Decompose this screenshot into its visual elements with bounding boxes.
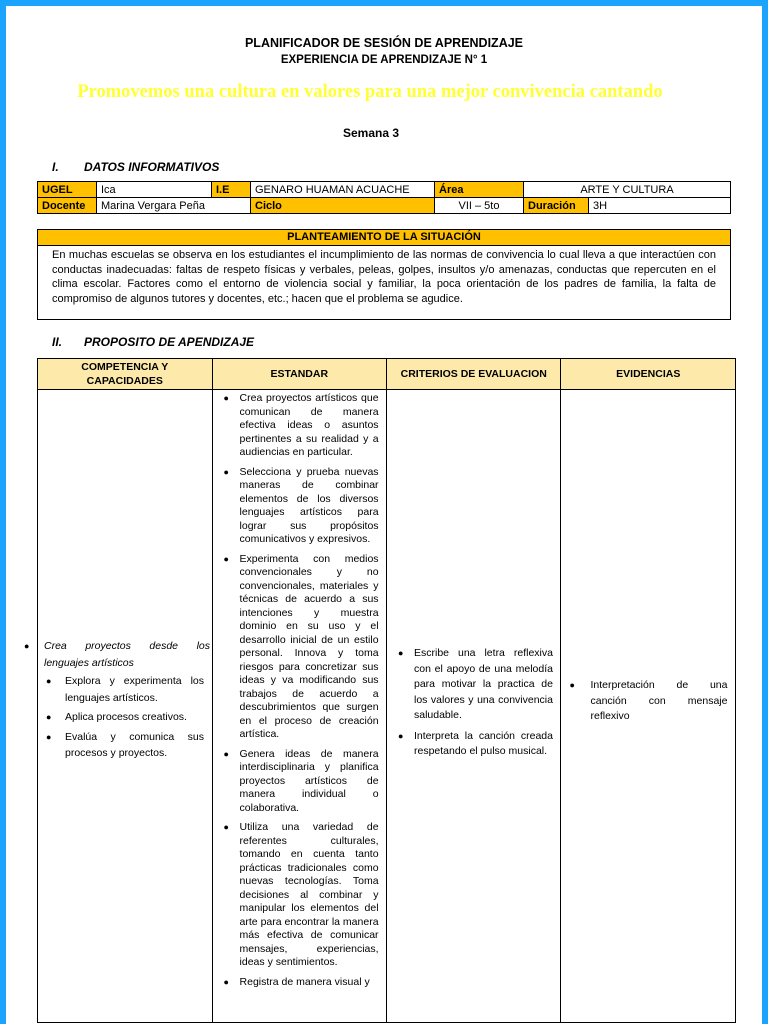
capacidad-text: Aplica procesos creativos. — [65, 711, 187, 723]
list-item — [223, 975, 379, 990]
criterio-text: Escribe una letra reflexiva con el apoyo de una melodía para motivar la practica de los valores y una convivencia saludable. — [413, 647, 553, 721]
list-item — [46, 709, 204, 726]
ugel-label: UGEL — [38, 182, 97, 198]
list-item — [397, 646, 553, 724]
duracion-value: 3H — [589, 198, 731, 214]
bullet-icon: ● — [397, 648, 404, 658]
section-title: DATOS INFORMATIVOS — [84, 160, 220, 174]
table-row — [38, 198, 731, 214]
ciclo-label: Ciclo — [251, 198, 435, 214]
ugel-value: Ica — [97, 182, 212, 198]
section-number: I. — [52, 160, 59, 174]
bullet-icon: ● — [223, 976, 229, 987]
bullet-icon: ● — [397, 730, 404, 741]
estandar-cell — [212, 390, 386, 1023]
evidencias-cell — [561, 390, 736, 1023]
capacidad-text: Explora y experimenta los lenguajes artísticos. — [65, 675, 204, 704]
list-item — [223, 392, 379, 460]
purpose-table — [24, 358, 736, 1023]
document-title: PLANIFICADOR DE SESIÓN DE APRENDIZAJE — [244, 36, 524, 50]
list-item — [46, 673, 204, 706]
ie-label: I.E — [212, 182, 251, 198]
bullet-icon: ● — [569, 680, 575, 690]
bullet-icon: ● — [46, 731, 52, 742]
duracion-label: Duración — [524, 198, 589, 214]
estandar-text: Genera ideas de manera interdisciplinaria y planifica proyectos artísticos de manera individual o colaborativa. — [239, 747, 379, 814]
list-item — [223, 552, 379, 742]
situation-box — [37, 229, 731, 320]
table-row — [38, 182, 731, 198]
area-label: Área — [435, 182, 524, 198]
list-item — [569, 678, 728, 725]
column-header-estandar: ESTANDAR — [212, 359, 386, 390]
informative-data-table — [37, 181, 731, 214]
column-header-competencia: COMPETENCIA Y CAPACIDADES — [38, 359, 213, 390]
estandar-text: Crea proyectos artísticos que comunican de manera efectiva ideas o asuntos pertinentes a su realidad y a audiencias en particular. — [239, 392, 379, 458]
bullet-icon: ● — [223, 393, 229, 403]
column-header-criterios: CRITERIOS DE EVALUACION — [386, 359, 561, 390]
competencia-text: Crea proyectos desde los lenguajes artísticos — [44, 640, 210, 669]
competencia-cell — [24, 390, 213, 1023]
bullet-icon: ● — [223, 466, 229, 477]
docente-label: Docente — [38, 198, 97, 214]
session-slogan: Promovemos una cultura en valores para una mejor convivencia cantando — [77, 82, 663, 102]
estandar-text: Selecciona y prueba nuevas maneras de combinar elementos de los diversos lenguajes artísticos para lograr sus propósitos comunicativos y expresivos. — [239, 465, 379, 545]
bullet-icon: ● — [223, 553, 229, 564]
competencia-item — [24, 638, 210, 671]
section-heading-purpose — [52, 335, 254, 349]
list-item — [46, 729, 204, 762]
criterios-cell — [386, 390, 561, 1023]
docente-value: Marina Vergara Peña — [97, 198, 251, 214]
section-title: PROPOSITO DE APENDIZAJE — [84, 335, 255, 349]
table-row — [38, 390, 736, 1023]
bullet-icon: ● — [46, 712, 52, 722]
estandar-text: Experimenta con medios convencionales y no convencionales, materiales y técnicas de acuerdo a sus intenciones y muestra dominio en su uso y el desarrollo inicial de un estilo personal. Innova y toma riesgos para concretizar sus ideas y va modificando sus trabajos de acuerdo a descubrimientos que surgen en el proceso de creación artística. — [239, 552, 379, 740]
week-label: Semana 3 — [342, 126, 400, 140]
list-item — [397, 729, 553, 760]
area-value: ARTE Y CULTURA — [524, 182, 731, 198]
capacidad-text: Evalúa y comunica sus procesos y proyectos. — [65, 730, 204, 759]
document-subtitle: EXPERIENCIA DE APRENDIZAJE N° 1 — [280, 54, 488, 66]
list-item — [223, 821, 379, 970]
bullet-icon: ● — [24, 641, 30, 651]
section-number: II. — [52, 335, 63, 349]
estandar-text: Utiliza una variedad de referentes culturales, tomando en cuenta tanto prácticas tradicionales como nuevas tecnologías. Toma decisiones al combinar y manipular los elementos del arte para encontrar la manera más efectiva de comunicar mensajes, experiencias, ideas y sentimientos. — [239, 821, 379, 968]
estandar-text: Registra de manera visual y — [239, 975, 370, 988]
evidencia-text: Interpretación de una canción con mensaje reflexivo — [590, 679, 728, 722]
bullet-icon: ● — [223, 822, 229, 832]
criterio-text: Interpreta la canción creada respetando el pulso musical. — [413, 729, 553, 757]
list-item — [223, 747, 379, 816]
ciclo-value: VII – 5to — [435, 198, 524, 214]
section-heading-informative — [52, 160, 219, 174]
table-header-row — [38, 359, 736, 390]
situation-text: En muchas escuelas se observa en los estudiantes el incumplimiento de las normas de convivencia lo cual lleva a que interactúen con conductas inadecuadas: faltas de respeto físicas y verbales, peleas, golpes, insultos y/o amenazas, conductas que repercuten en el clima escolar. Factores como el entorno de violencia social y familiar, la poca orientación de los padres de familia, la falta de compromiso de algunos tutores y docentes, etc.; hacen que el problema se agudice. — [52, 249, 716, 305]
ie-value: GENARO HUAMAN ACUACHE — [251, 182, 435, 198]
bullet-icon: ● — [223, 748, 229, 759]
list-item — [223, 465, 379, 547]
column-header-evidencias: EVIDENCIAS — [561, 359, 736, 390]
bullet-icon: ● — [46, 676, 52, 686]
situation-heading: PLANTEAMIENTO DE LA SITUACIÓN — [38, 230, 730, 246]
